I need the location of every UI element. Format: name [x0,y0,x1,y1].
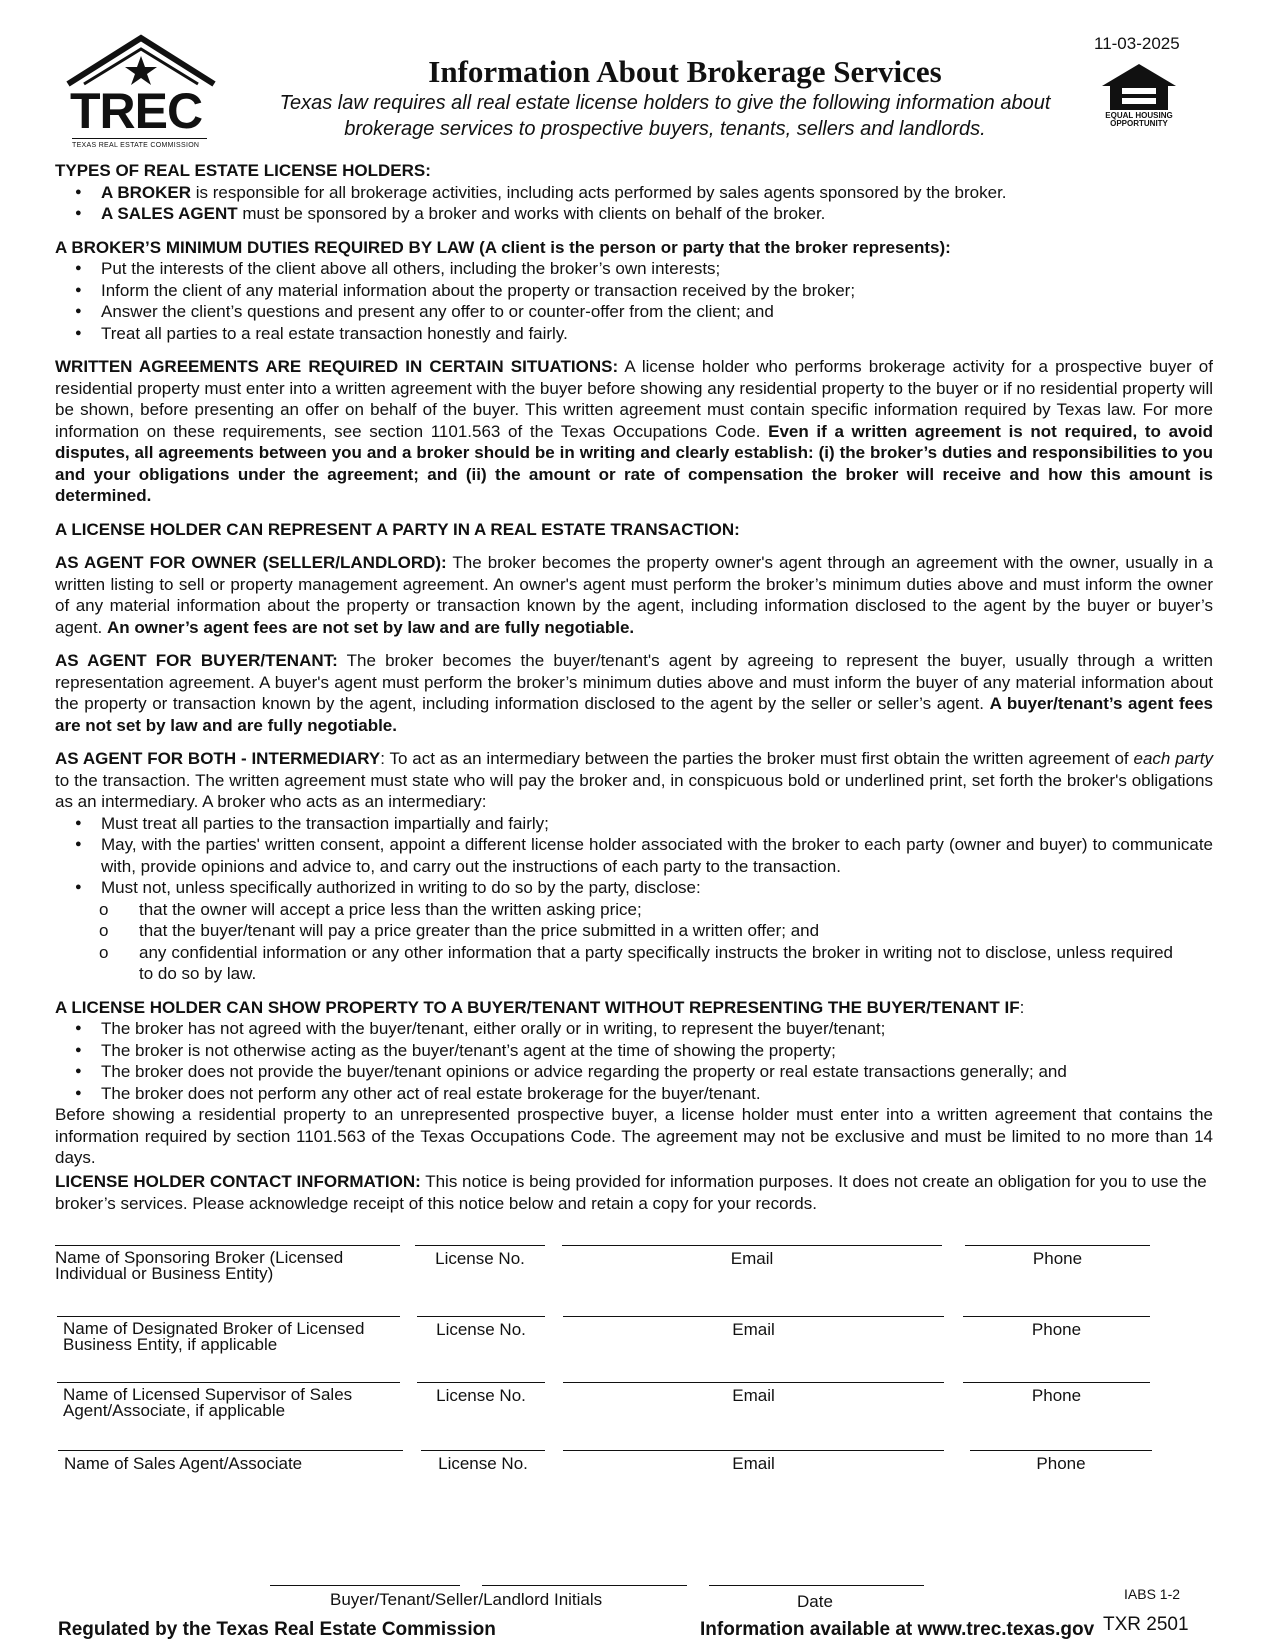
list-item: ● The broker does not provide the buyer/tenant opinions or advice regarding the property or real estate transactions generally; and [55,1061,1213,1083]
phone-field[interactable]: Phone [963,1382,1150,1404]
logo-subtext: TEXAS REAL ESTATE COMMISSION [72,138,207,149]
list-item [55,203,1213,225]
subtitle-line: Texas law requires all real estate license holders to give the following information about [279,92,1051,114]
trec-logo [62,34,220,152]
section-duties [55,237,1213,345]
sub-list-item: o that the buyer/tenant will pay a price greater than the price submitted in a written offer; and [55,920,1213,942]
section-heading-wrap [55,997,1213,1019]
section-heading: WRITTEN AGREEMENTS ARE REQUIRED IN CERTAIN SITUATIONS: [55,357,619,376]
name-field[interactable]: Name of Sales Agent/Associate [58,1450,403,1472]
section-text: : To act as an intermediary between the parties the broker must first obtain the written agreement of [380,749,1134,768]
subtitle-line: brokerage services to prospective buyers, tenants, sellers and landlords. [344,118,986,140]
phone-field[interactable]: Phone [970,1450,1152,1472]
section-text: The broker becomes the buyer/tenant's agent by agreeing to represent the buyer, usually through a written representation agreement. A buyer's agent must perform the broker’s minimum duties above and must inform the buyer of any material information about the property or transaction known by the agent, including information disclosed to the agent by the seller or seller’s agent. [55,651,1213,713]
list-item: ● The broker is not otherwise acting as the buyer/tenant’s agent at the time of showing the property; [55,1040,1213,1062]
section-bold-text: An owner’s agent fees are not set by law and are fully negotiable. [107,617,635,637]
term: A BROKER [101,182,192,202]
section-contact [55,1171,1215,1214]
section-italic: each party [1133,749,1213,768]
license-field[interactable]: License No. [417,1382,545,1404]
show-list [55,1018,1213,1104]
intermediary-text [55,748,1213,813]
form-number: TXR 2501 [1103,1614,1189,1635]
signature-row [55,1382,1215,1442]
email-field[interactable]: Email [562,1245,942,1267]
name-field[interactable]: Name of Designated Broker of Licensed Business Entity, if applicable [57,1316,400,1353]
list-item: ● May, with the parties' written consent, appoint a different license holder associated with the broker to each party (owner and buyer) to communicate with, provide opinions and advice to, and carry out the instructions of each party to the transaction. [55,834,1213,877]
page-title: Information About Brokerage Services [428,54,942,89]
item-text: is responsible for all brokerage activities, including acts performed by sales agents sponsored by the broker. [191,182,1007,202]
form-code: IABS 1-2 [1124,1586,1181,1602]
section-text: This notice is being provided for information purposes. It does not create an obligation for you to use the broker’s services. Please acknowledge receipt of this notice below and retain a copy for your records. [55,1172,1207,1213]
name-field[interactable]: Name of Sponsoring Broker (Licensed Individual or Business Entity) [55,1245,400,1282]
date-line[interactable] [709,1585,924,1586]
section-heading: TYPES OF REAL ESTATE LICENSE HOLDERS: [55,161,431,180]
section-written-agreements [55,356,1213,507]
list-item: ● Must not, unless specifically authorized in writing to do so by the party, disclose: [55,877,1213,899]
footer-regulated: Regulated by the Texas Real Estate Commission [58,1619,496,1640]
section-agent-buyer [55,650,1213,736]
initials-label: Buyer/Tenant/Seller/Landlord Initials [330,1590,603,1609]
name-field[interactable]: Name of Licensed Supervisor of Sales Agent/Associate, if applicable [57,1382,400,1419]
list-item: ● Must treat all parties to the transaction impartially and fairly; [55,813,1213,835]
heading-colon: : [1019,997,1025,1017]
section-heading: A BROKER’S MINIMUM DUTIES REQUIRED BY LAW (A client is the person or party that the broker represents): [55,237,951,257]
eho-line: OPPORTUNITY [1110,119,1168,128]
section-heading: AS AGENT FOR BUYER/TENANT: [55,651,338,670]
eho-line: EQUAL HOUSING [1105,111,1173,120]
duties-list [55,258,1213,344]
signature-row [55,1316,1215,1376]
document-body [55,160,1213,1181]
signature-row [55,1450,1215,1510]
form-date: 11-03-2025 [1094,34,1180,53]
show-after-text: Before showing a residential property to an unrepresented prospective buyer, a license holder must enter into a written agreement that contains the information required by section 1101.563 of the Texas Occupations Code. The agreement may not be exclusive and must be limited to no more than 14 days. [55,1105,1213,1167]
list-item: ● The broker has not agreed with the buyer/tenant, either orally or in writing, to represent the buyer/tenant; [55,1018,1213,1040]
section-text: to the transaction. The written agreement must state who will pay the broker and, in conspicuous bold or underlined print, set forth the broker's obligations as an intermediary. A broker who acts as an intermediary: [55,770,1213,811]
section-text: A license holder who performs brokerage activity for a prospective buyer of residential property must enter into a written agreement with the buyer before showing any residential property to the buyer or if no residential property will be shown, before presenting an offer on behalf of the buyer. This written agreement must contain specific information required by Texas law. For more information on these requirements, see section 1101.563 of the Texas Occupations Code. [55,357,1213,441]
list-item: ● Put the interests of the client above all others, including the broker’s own interests; [55,258,1213,280]
page-subtitle [230,90,1100,142]
email-field[interactable]: Email [563,1316,944,1338]
section-bold-text: Even if a written agreement is not required, to avoid disputes, all agreements between you and a broker should be in writing and clearly establish: (i) the broker’s duties and responsibilities to you and your obligations under the agreement; and (ii) the amount or rate of compensation the broker will receive and how this amount is determined. [55,421,1213,505]
section-represent-heading: A LICENSE HOLDER CAN REPRESENT A PARTY IN A REAL ESTATE TRANSACTION: [55,519,740,539]
sub-list-item: o any confidential information or any other information that a party specifically instructs the broker in writing not to disclose, unless required to do so by law. [55,942,1213,985]
list-item: ● Answer the client’s questions and present any offer to or counter-offer from the client; and [55,301,1213,323]
phone-field[interactable]: Phone [965,1245,1150,1267]
email-field[interactable]: Email [563,1382,944,1404]
list-item: ● Inform the client of any material information about the property or transaction received by the broker; [55,280,1213,302]
initials-line[interactable] [482,1585,687,1586]
section-heading: LICENSE HOLDER CONTACT INFORMATION: [55,1172,421,1191]
section-heading: AS AGENT FOR BOTH - INTERMEDIARY [55,749,381,768]
section-show-property [55,997,1213,1169]
list-item: ● The broker does not perform any other act of real estate brokerage for the buyer/tenant. [55,1083,1213,1105]
list-item: ● Treat all parties to a real estate transaction honestly and fairly. [55,323,1213,345]
sub-list-item: o that the owner will accept a price less than the written asking price; [55,899,1213,921]
logo-wordmark: TREC [70,83,203,139]
term: A SALES AGENT [101,204,238,223]
initials-line[interactable] [270,1585,460,1586]
footer-website: Information available at www.trec.texas.gov [700,1619,1095,1640]
section-heading: A LICENSE HOLDER CAN SHOW PROPERTY TO A BUYER/TENANT WITHOUT REPRESENTING THE BUYER/TENANT IF [55,997,1020,1017]
section-heading: AS AGENT FOR OWNER (SELLER/LANDLORD): [55,553,447,572]
intermediary-sublist [55,899,1213,985]
equal-housing-text [1098,112,1180,128]
list-item [55,182,1213,204]
email-field[interactable]: Email [563,1450,944,1472]
license-field[interactable]: License No. [415,1245,545,1267]
signature-row [55,1245,1215,1305]
types-list [55,182,1213,225]
phone-field[interactable]: Phone [963,1316,1150,1338]
section-text: The broker becomes the property owner's agent through an agreement with the owner, usually in a written listing to sell or property management agreement. An owner's agent must perform the broker’s minimum duties above and must inform the owner of any material information about the property or transaction known by the agent, including information disclosed to the agent by the buyer or buyer’s agent. [55,553,1213,637]
section-bold-text: A buyer/tenant’s agent fees are not set by law and are fully negotiable. [55,694,1213,735]
section-intermediary [55,748,1213,985]
section-types [55,160,1213,225]
intermediary-list [55,813,1213,899]
section-agent-owner [55,552,1213,638]
license-field[interactable]: License No. [421,1450,545,1472]
date-label: Date [797,1592,833,1611]
item-text: must be sponsored by a broker and works with clients on behalf of the broker. [237,204,826,223]
license-field[interactable]: License No. [417,1316,545,1338]
